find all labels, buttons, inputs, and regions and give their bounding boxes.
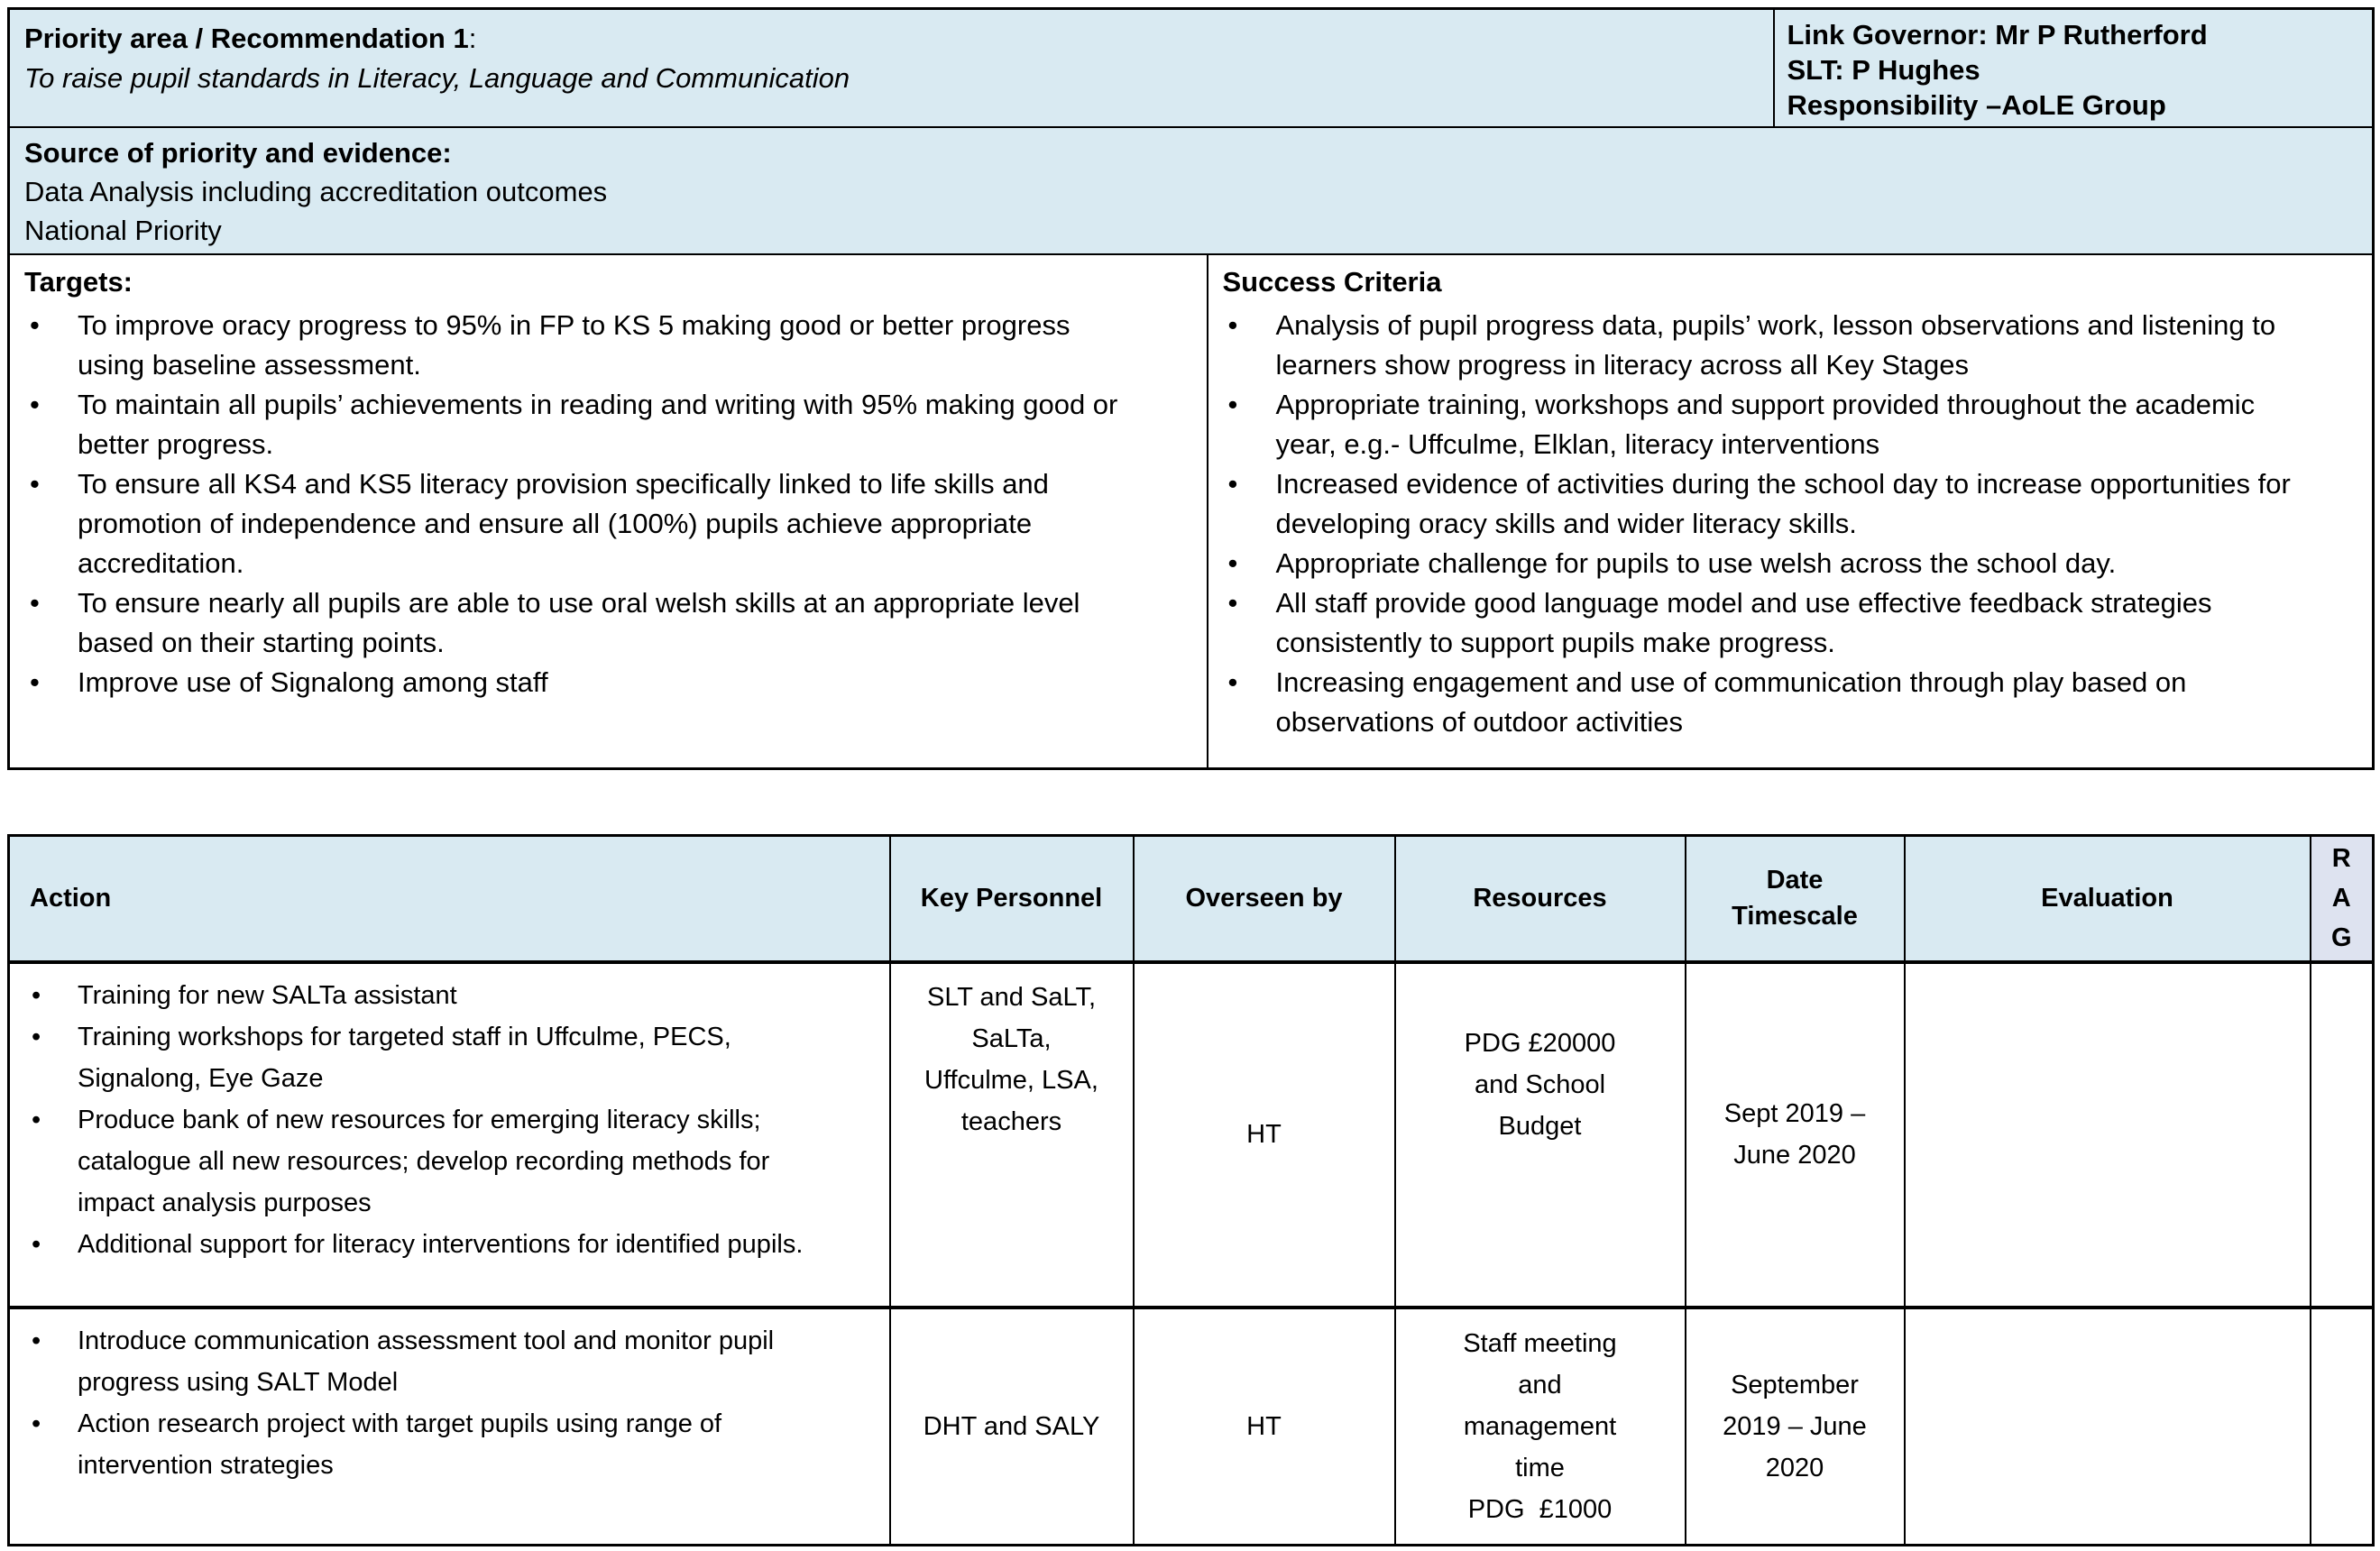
success-bullet: • Increased evidence of activities during the school day to increase opportunities for developing oracy skills and wider literacy skills. bbox=[1208, 464, 2310, 544]
priority-summary-table bbox=[7, 7, 2375, 770]
action-bullet: • Additional support for literacy interventions for identified pupils. bbox=[10, 1224, 853, 1265]
header-date-timescale bbox=[1686, 836, 1905, 962]
overseen-by-cell: HT bbox=[1134, 1308, 1395, 1546]
success-criteria-cell bbox=[1208, 254, 2374, 768]
text-line: DHT and SALY bbox=[923, 1411, 1100, 1441]
date-timescale-cell bbox=[1686, 962, 1905, 1308]
action-list bbox=[10, 975, 889, 1265]
header-action: Action bbox=[9, 836, 890, 962]
text-line: June 2020 bbox=[1733, 1141, 1856, 1170]
action-bullet: • Training workshops for targeted staff in Uffculme, PECS, Signalong, Eye Gaze bbox=[10, 1016, 853, 1099]
targets-list bbox=[10, 306, 1207, 702]
source-lines bbox=[24, 172, 2356, 250]
action-cell bbox=[9, 1308, 890, 1546]
key-personnel-cell bbox=[890, 1308, 1134, 1546]
text-line: 2020 bbox=[1765, 1453, 1824, 1482]
key-personnel-cell bbox=[890, 962, 1134, 1308]
header-line: Date bbox=[1766, 866, 1824, 895]
action-row-2 bbox=[9, 1308, 2374, 1546]
text-line: time bbox=[1515, 1453, 1565, 1482]
priority-title: Priority area / Recommendation 1: bbox=[24, 23, 477, 54]
success-criteria-heading: Success Criteria bbox=[1222, 266, 1442, 298]
rag-letter: R bbox=[2331, 844, 2351, 874]
success-criteria-list bbox=[1208, 306, 2373, 742]
text-line: teachers bbox=[960, 1106, 1062, 1136]
resources-cell bbox=[1395, 1308, 1686, 1546]
header-evaluation: Evaluation bbox=[1905, 836, 2311, 962]
header-key-personnel: Key Personnel bbox=[890, 836, 1134, 962]
text-line: SLT and SaLT, bbox=[926, 982, 1096, 1012]
text-line: SaLTa, bbox=[971, 1023, 1052, 1053]
source-heading: Source of priority and evidence: bbox=[24, 137, 452, 169]
action-list bbox=[10, 1320, 889, 1486]
text-line: Uffculme, LSA, bbox=[924, 1065, 1098, 1095]
priority-subtitle: To raise pupil standards in Literacy, Language and Communication bbox=[24, 62, 850, 94]
text-line: Sept 2019 – bbox=[1723, 1099, 1866, 1128]
success-bullet: • Increasing engagement and use of communication through play based on observations of outdoor activities bbox=[1208, 663, 2310, 742]
source-line: National Priority bbox=[24, 215, 222, 246]
overseen-by-cell: HT bbox=[1134, 962, 1395, 1308]
targets-cell bbox=[9, 254, 1208, 768]
source-of-priority-cell bbox=[9, 127, 2374, 254]
target-bullet: • To ensure nearly all pupils are able to use oral welsh skills at an appropriate level based on their starting points. bbox=[10, 583, 1144, 663]
success-bullet: • All staff provide good language model and use effective feedback strategies consistently to support pupils make progress. bbox=[1208, 583, 2310, 663]
text-line: September bbox=[1731, 1370, 1859, 1400]
target-bullet: • To ensure all KS4 and KS5 literacy provision specifically linked to life skills and promotion of independence and ensure all (100%) pupils achieve appropriate accreditation. bbox=[10, 464, 1144, 583]
rag-letter: G bbox=[2330, 923, 2352, 953]
header-resources: Resources bbox=[1395, 836, 1686, 962]
source-line: Data Analysis including accreditation outcomes bbox=[24, 176, 608, 207]
text-line: PDG £1000 bbox=[1467, 1494, 1613, 1524]
priority-area-cell bbox=[9, 9, 1774, 128]
header-line: Timescale bbox=[1732, 902, 1858, 932]
header-rag bbox=[2311, 836, 2374, 962]
text-line: and School bbox=[1474, 1070, 1606, 1099]
text-line: management bbox=[1463, 1411, 1617, 1441]
header-overseen-by: Overseen by bbox=[1134, 836, 1395, 962]
governance-cell bbox=[1774, 9, 2374, 128]
text-line: and bbox=[1518, 1370, 1562, 1400]
evaluation-cell bbox=[1905, 1308, 2311, 1546]
link-governor-text: Link Governor: Mr P Rutherford bbox=[1787, 19, 2208, 50]
action-bullet: • Training for new SALTa assistant bbox=[10, 975, 853, 1016]
text-line: Budget bbox=[1498, 1112, 1582, 1141]
target-bullet: • To improve oracy progress to 95% in FP to KS 5 making good or better progress using baseline assessment. bbox=[10, 306, 1144, 385]
action-bullet: • Introduce communication assessment tool and monitor pupil progress using SALT Model bbox=[10, 1320, 853, 1403]
action-bullet: • Action research project with target pupils using range of intervention strategies bbox=[10, 1403, 853, 1486]
rag-cell bbox=[2311, 962, 2374, 1308]
rag-cell bbox=[2311, 1308, 2374, 1546]
target-bullet: • Improve use of Signalong among staff bbox=[10, 663, 1144, 702]
text-line: PDG £20000 bbox=[1464, 1029, 1616, 1058]
resources-cell bbox=[1395, 962, 1686, 1308]
targets-heading: Targets: bbox=[24, 266, 133, 298]
target-bullet: • To maintain all pupils’ achievements in reading and writing with 95% making good or better progress. bbox=[10, 385, 1144, 464]
responsibility-text: Responsibility –AoLE Group bbox=[1787, 89, 2166, 121]
text-line: Staff meeting bbox=[1463, 1328, 1617, 1358]
action-bullet: • Produce bank of new resources for emerging literacy skills; catalogue all new resources; develop recording methods for impact analysis purposes bbox=[10, 1099, 853, 1224]
success-bullet: • Appropriate challenge for pupils to use welsh across the school day. bbox=[1208, 544, 2310, 583]
action-cell bbox=[9, 962, 890, 1308]
rag-letter: A bbox=[2331, 884, 2351, 913]
action-plan-table bbox=[7, 834, 2375, 1546]
evaluation-cell bbox=[1905, 962, 2311, 1308]
action-row-1 bbox=[9, 962, 2374, 1308]
text-line: 2019 – June bbox=[1723, 1411, 1867, 1441]
success-bullet: • Analysis of pupil progress data, pupils’ work, lesson observations and listening to learners show progress in literacy across all Key Stages bbox=[1208, 306, 2310, 385]
success-bullet: • Appropriate training, workshops and support provided throughout the academic year, e.g.- Uffculme, Elklan, literacy interventions bbox=[1208, 385, 2310, 464]
date-timescale-cell bbox=[1686, 1308, 1905, 1546]
slt-text: SLT: P Hughes bbox=[1787, 54, 1980, 86]
